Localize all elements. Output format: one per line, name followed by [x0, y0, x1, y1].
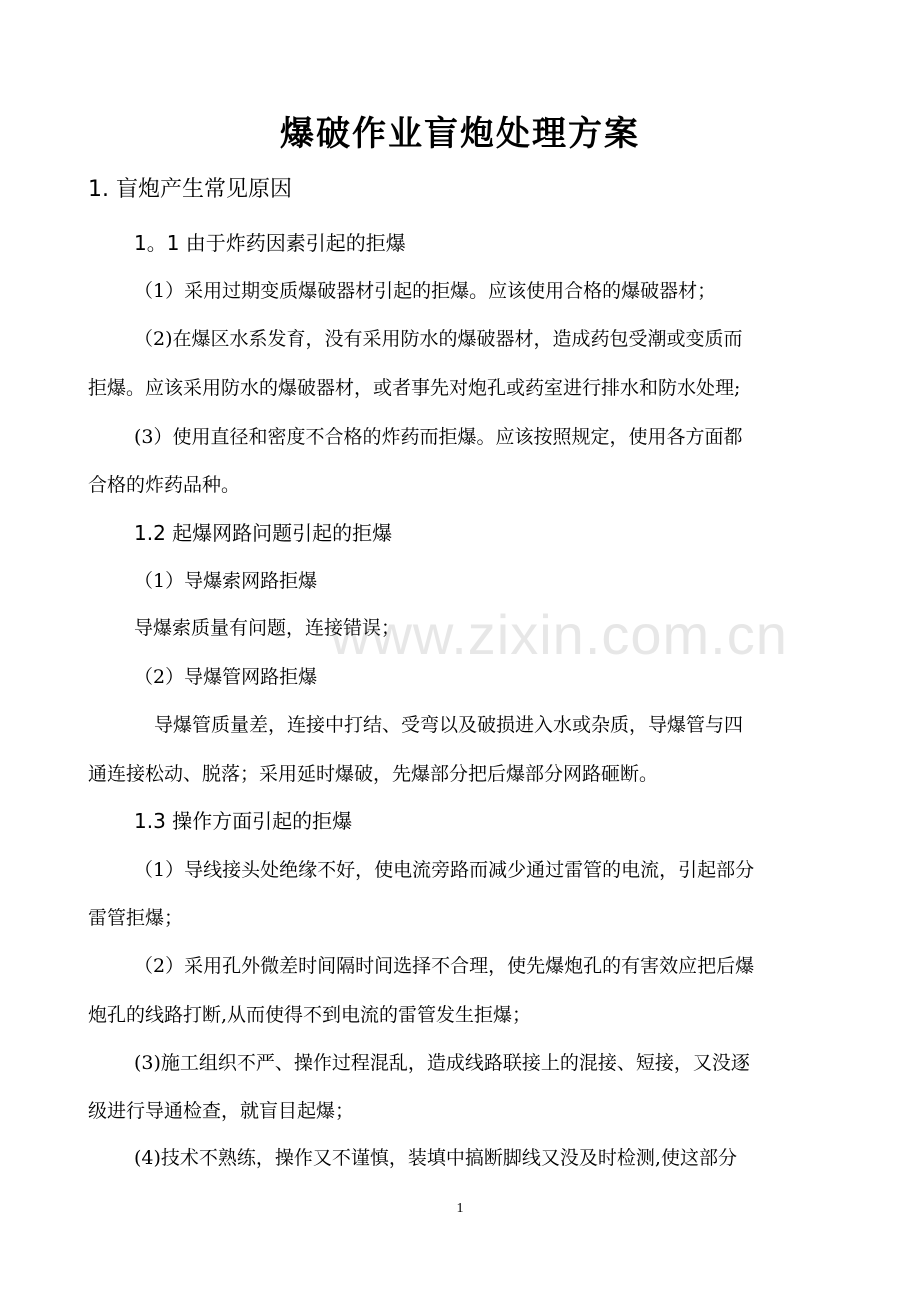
paragraph-line: （1）采用过期变质爆破器材引起的拒爆。应该使用合格的爆破器材；	[134, 280, 717, 302]
paragraph-line: （2)在爆区水系发育，没有采用防水的爆破器材，造成药包受潮或变质而	[134, 328, 743, 350]
paragraph-line: （1）导爆索网路拒爆	[134, 570, 318, 592]
paragraph-line: （1）导线接头处绝缘不好，使电流旁路而减少通过雷管的电流，引起部分	[134, 859, 755, 881]
page-number: 1	[456, 1201, 464, 1216]
paragraph-line: 炮孔的线路打断,从而使得不到电流的雷管发生拒爆；	[88, 1004, 532, 1026]
paragraph-line: 导爆管质量差，连接中打结、受弯以及破损进入水或杂质，导爆管与四	[154, 714, 744, 736]
paragraph-line: (4)技术不熟练，操作又不谨慎，装填中搞断脚线又没及时检测,使这部分	[134, 1147, 737, 1169]
paragraph-line: （2）导爆管网路拒爆	[134, 666, 318, 688]
section-heading-1: 1. 盲炮产生常见原因	[88, 177, 292, 202]
document-title: 爆破作业盲炮处理方案	[280, 114, 640, 154]
subsection-heading-1-2: 1.2 起爆网路问题引起的拒爆	[134, 521, 393, 545]
paragraph-line: 导爆索质量有问题，连接错误；	[134, 617, 401, 639]
subsection-heading-1-1: 1。1 由于炸药因素引起的拒爆	[134, 231, 406, 255]
paragraph-line: (3)施工组织不严、操作过程混乱，造成线路联接上的混接、短接，又没逐	[134, 1052, 750, 1074]
paragraph-line: 雷管拒爆；	[88, 907, 184, 929]
paragraph-line: (3）使用直径和密度不合格的炸药而拒爆。应该按照规定，使用各方面都	[134, 426, 743, 448]
watermark-text: www.zixin.com.cn	[330, 603, 788, 666]
paragraph-line: 拒爆。应该采用防水的爆破器材，或者事先对炮孔或药室进行排水和防水处理;	[88, 377, 741, 399]
paragraph-line: 通连接松动、脱落；采用延时爆破，先爆部分把后爆部分网路砸断。	[88, 763, 659, 785]
subsection-heading-1-3: 1.3 操作方面引起的拒爆	[134, 809, 353, 833]
paragraph-line: 级进行导通检查，就盲目起爆；	[88, 1100, 355, 1122]
paragraph-line: （2）采用孔外微差时间隔时间选择不合理，使先爆炮孔的有害效应把后爆	[134, 955, 755, 977]
paragraph-line: 合格的炸药品种。	[88, 474, 241, 496]
